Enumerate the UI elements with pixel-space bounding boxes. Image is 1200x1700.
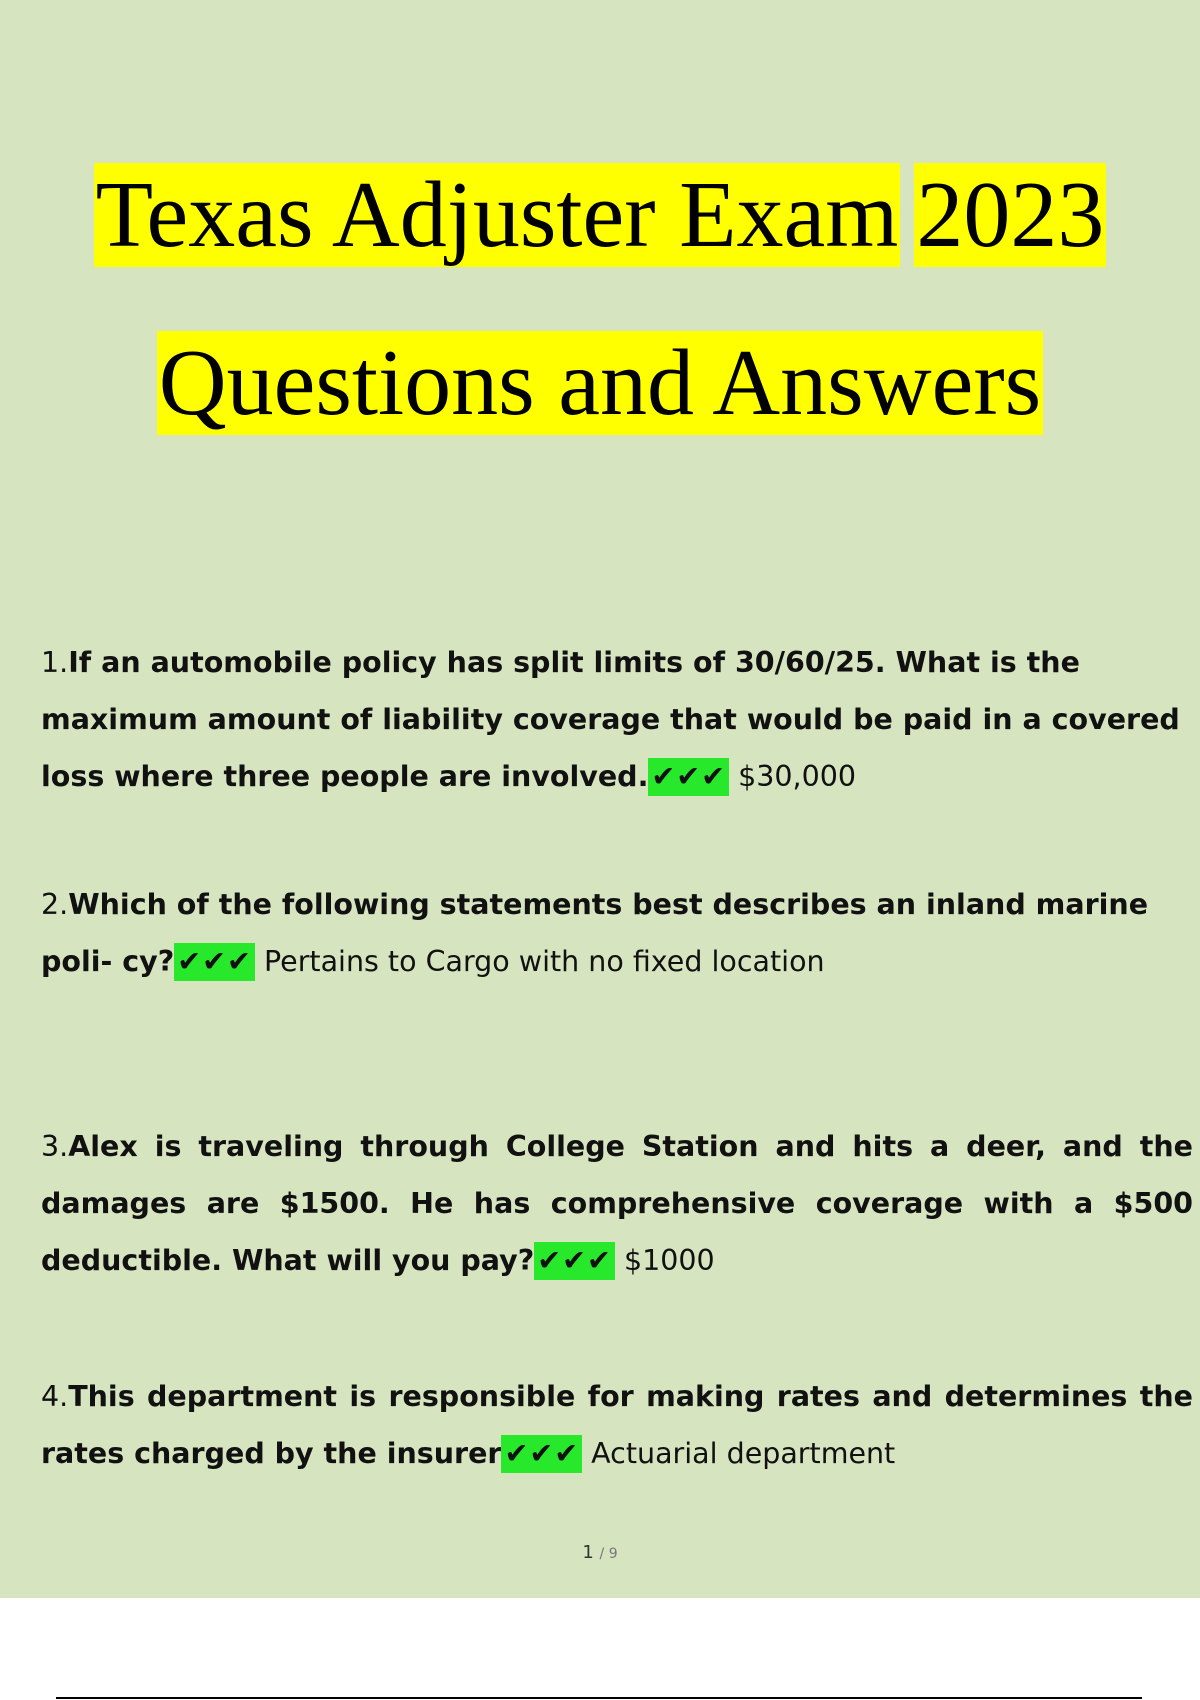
question-number: 1. xyxy=(41,646,69,679)
question-number: 2. xyxy=(41,888,69,921)
title-highlight-2: Questions and Answers xyxy=(158,331,1042,435)
question-text: If an automobile policy has split limits of 30/60/25. What is the maximum amount of liability coverage that would be paid in a covered loss where three people are involved. xyxy=(41,646,1180,793)
question-2 xyxy=(41,876,1193,990)
title-highlight-year: 2023 xyxy=(916,163,1105,267)
answer-text: Actuarial department xyxy=(591,1437,896,1470)
title-line-2 xyxy=(0,328,1200,438)
page-current: 1 xyxy=(582,1542,594,1563)
question-number: 4. xyxy=(41,1380,69,1413)
question-3 xyxy=(41,1118,1193,1289)
check-marks-icon: ✔✔✔ xyxy=(174,943,255,981)
check-marks-icon: ✔✔✔ xyxy=(501,1435,582,1473)
question-text: Which of the following statements best describes an inland marine poli- cy? xyxy=(41,888,1149,978)
page-number xyxy=(0,1542,1200,1563)
question-4 xyxy=(41,1368,1193,1482)
question-text: Alex is traveling through College Station and hits a deer, and the damages are $1500. He has comprehensive coverage with a $500 deductible. What will you pay? xyxy=(41,1130,1193,1277)
page-divider xyxy=(56,1697,1142,1699)
answer-text: Pertains to Cargo with no fixed location xyxy=(263,945,825,978)
answer-text: $1000 xyxy=(623,1244,715,1277)
title-line-1 xyxy=(0,160,1200,270)
title-highlight-1: Texas Adjuster Exam xyxy=(95,163,899,267)
check-marks-icon: ✔✔✔ xyxy=(648,758,729,796)
page-total: / 9 xyxy=(599,1546,618,1562)
answer-text: $30,000 xyxy=(738,760,856,793)
question-number: 3. xyxy=(41,1130,69,1163)
question-text: This department is responsible for making rates and determines the rates charged by the insurer xyxy=(41,1380,1193,1470)
check-marks-icon: ✔✔✔ xyxy=(534,1242,615,1280)
question-1 xyxy=(41,634,1193,805)
